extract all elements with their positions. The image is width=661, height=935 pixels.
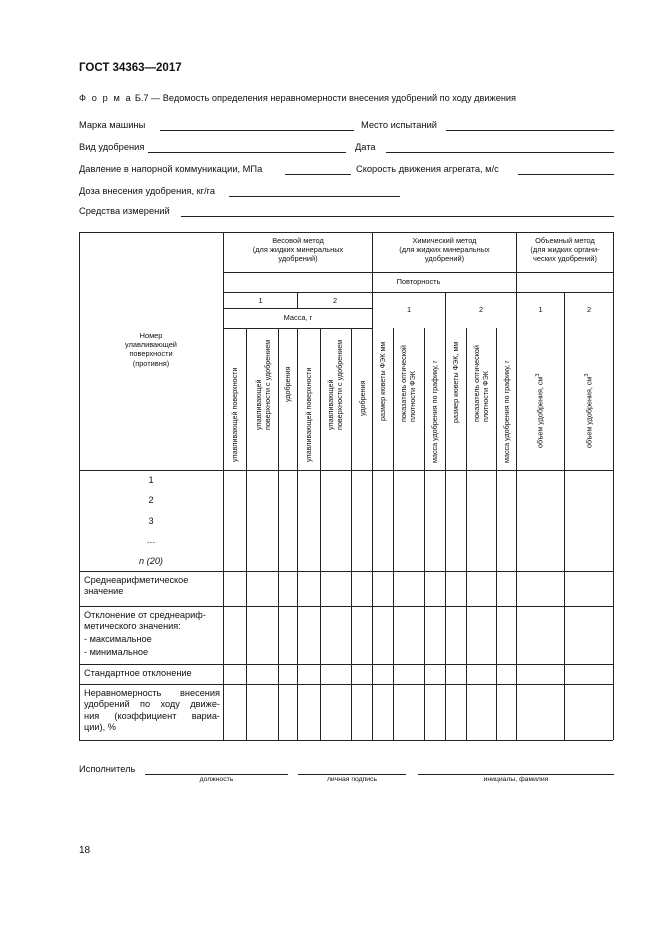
c-col-mass-2: масса удобрения по графику, г bbox=[502, 360, 511, 463]
field-speed-label: Скорость движения агрегата, м/с bbox=[356, 164, 499, 174]
mass-header: Масса, г bbox=[283, 313, 313, 322]
w-col-catcher-fert-2: улавливающей поверхности с удобрением bbox=[326, 339, 344, 430]
form-title-text: Б.7 — Ведомость определения неравномерности внесения удобрений по ходу движения bbox=[134, 93, 516, 103]
vol-rep-2: 2 bbox=[586, 305, 592, 314]
field-fertilizer-type-label: Вид удобрения bbox=[79, 142, 145, 152]
weight-rep-2: 2 bbox=[332, 296, 338, 305]
page-number: 18 bbox=[79, 845, 91, 856]
row-cv-label: Неравномерность внесения удобрений по ходу движе- ния (коэффициент вариа- ции), % bbox=[84, 688, 220, 733]
w-col-fert-1: удобрения bbox=[283, 366, 292, 402]
vol-rep-1: 1 bbox=[538, 305, 543, 314]
field-instruments-label: Средства измерений bbox=[79, 206, 170, 216]
field-machine-brand-label: Марка машины bbox=[79, 120, 146, 130]
row-number-n: n (20) bbox=[138, 556, 163, 566]
row-number-ellipsis: … bbox=[146, 535, 156, 545]
signature-position-caption: должность bbox=[199, 776, 234, 783]
chem-rep-2: 2 bbox=[478, 305, 484, 314]
field-dose-label: Доза внесения удобрения, кг/га bbox=[79, 186, 216, 196]
row-number-3: 3 bbox=[148, 516, 154, 526]
v-col-volume-1: объем удобрения, $см^3$ bbox=[535, 373, 545, 448]
field-machine-brand-line[interactable] bbox=[160, 130, 354, 131]
v-col-volume-2: объем удобрения, $см^3$ bbox=[584, 373, 594, 448]
catcher-number-header: Номер улавливающей поверхности (противня) bbox=[125, 331, 177, 368]
signature-name-caption: инициалы, фамилия bbox=[483, 776, 549, 783]
row-mean-label: Среднеарифметическое значение bbox=[84, 575, 189, 597]
signature-position-line[interactable] bbox=[145, 774, 288, 775]
signature-label: Исполнитель bbox=[79, 764, 136, 774]
document-code: ГОСТ 34363—2017 bbox=[79, 62, 182, 74]
form-title bbox=[79, 93, 516, 103]
w-col-catcher-1: улавливающей поверхности bbox=[230, 367, 239, 462]
w-col-catcher-fert-1: улавливающей поверхности с удобрением bbox=[254, 339, 272, 430]
w-col-catcher-2: улавливающей поверхности bbox=[304, 367, 313, 462]
field-fertilizer-type-line[interactable] bbox=[148, 152, 346, 153]
field-dose-line[interactable] bbox=[229, 196, 400, 197]
field-pressure-line[interactable] bbox=[285, 174, 351, 175]
weight-method-header: Весовой метод (для жидких минеральных удобрений) bbox=[252, 236, 344, 264]
c-col-optical-2: показатель оптической плотности ФЭК bbox=[472, 345, 490, 422]
weight-rep-1: 1 bbox=[258, 296, 263, 305]
field-speed-line[interactable] bbox=[518, 174, 614, 175]
vol-method-header: Объемный метод (для жидких органи- ческих удобрений) bbox=[530, 236, 600, 264]
field-test-site-label: Место испытаний bbox=[361, 120, 437, 130]
chem-method-header: Химический метод (для жидких минеральных удобрений) bbox=[399, 236, 490, 264]
field-instruments-line[interactable] bbox=[181, 216, 614, 217]
signature-name-line[interactable] bbox=[418, 774, 614, 775]
form-title-prefix: Ф о р м а bbox=[79, 93, 133, 103]
row-number-1: 1 bbox=[148, 475, 154, 485]
field-date-label: Дата bbox=[355, 142, 376, 152]
c-col-cuvette-1: размер кюветы ФЭК мм bbox=[378, 341, 387, 421]
row-std-label: Стандартное отклонение bbox=[84, 668, 192, 678]
row-deviation-label: Отклонение от среднеариф- метического значения: - максимальное - минимальное bbox=[84, 610, 206, 658]
w-col-fert-2: удобрения bbox=[358, 380, 367, 416]
field-test-site-line[interactable] bbox=[446, 130, 614, 131]
c-col-mass-1: масса удобрения по графику, г bbox=[430, 360, 439, 463]
signature-sign-caption: личная подпись bbox=[326, 776, 378, 783]
c-col-optical-1: показатель оптической плотности ФЭК bbox=[399, 345, 417, 422]
chem-rep-1: 1 bbox=[406, 305, 412, 314]
c-col-cuvette-2: размер кюветы ФЭК, мм bbox=[451, 341, 460, 423]
field-date-line[interactable] bbox=[386, 152, 614, 153]
field-pressure-label: Давление в напорной коммуникации, МПа bbox=[79, 164, 263, 174]
row-number-2: 2 bbox=[148, 495, 154, 505]
signature-sign-line[interactable] bbox=[298, 774, 406, 775]
repeat-header: Повторность bbox=[396, 277, 441, 286]
